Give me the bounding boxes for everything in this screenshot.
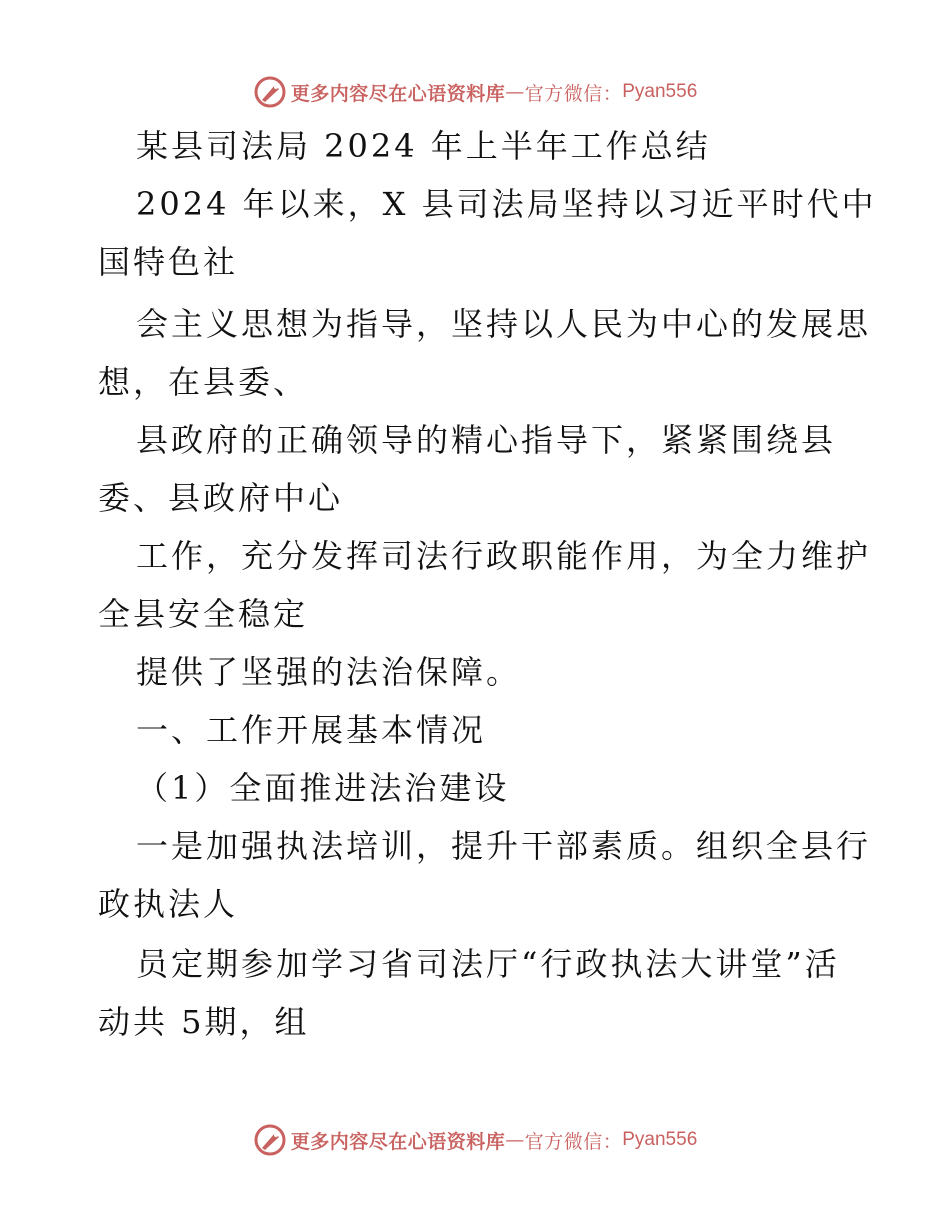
subsection-heading: （1）全面推进法治建设 — [136, 769, 510, 807]
watermark-dash: — — [505, 1129, 525, 1151]
watermark-wechat-id: Pyan556 — [622, 81, 698, 102]
watermark-dash: — — [505, 81, 525, 103]
paragraph-line: 2024 年以来，X 县司法局坚持以习近平时代中 — [136, 185, 877, 223]
pen-nib-logo-icon — [253, 75, 287, 109]
watermark-brand-text: 更多内容尽在心语资料库 — [290, 1130, 506, 1153]
watermark-banner-bottom — [0, 1120, 950, 1160]
paragraph-line: 提供了坚强的法治保障。 — [136, 653, 522, 691]
document-title: 某县司法局 2024 年上半年工作总结 — [136, 127, 711, 165]
paragraph-line: 工作，充分发挥司法行政职能作用，为全力维护 — [136, 537, 872, 575]
paragraph-line: 委、县政府中心 — [98, 479, 344, 517]
pen-nib-logo-icon — [253, 1123, 287, 1157]
paragraph-line: 想，在县委、 — [98, 363, 309, 401]
paragraph-line: 员定期参加学习省司法厅“行政执法大讲堂”活 — [136, 945, 840, 983]
paragraph-line: 国特色社 — [98, 243, 239, 281]
paragraph-line: 政执法人 — [98, 885, 239, 923]
watermark-banner-top — [0, 72, 950, 112]
paragraph-line: 县政府的正确领导的精心指导下，紧紧围绕县 — [136, 421, 837, 459]
paragraph-line: 一是加强执法培训，提升干部素质。组织全县行 — [136, 827, 872, 865]
paragraph-line: 会主义思想为指导，坚持以人民为中心的发展思 — [136, 305, 872, 343]
watermark-brand-text: 更多内容尽在心语资料库 — [290, 82, 506, 105]
watermark-wechat-id: Pyan556 — [622, 1129, 698, 1150]
section-heading: 一、工作开展基本情况 — [136, 711, 487, 749]
watermark-wechat-label: 官方微信： — [524, 82, 623, 105]
watermark-wechat-label: 官方微信： — [524, 1130, 623, 1153]
paragraph-line: 动共 5期，组 — [98, 1003, 310, 1041]
paragraph-line: 全县安全稳定 — [98, 595, 309, 633]
